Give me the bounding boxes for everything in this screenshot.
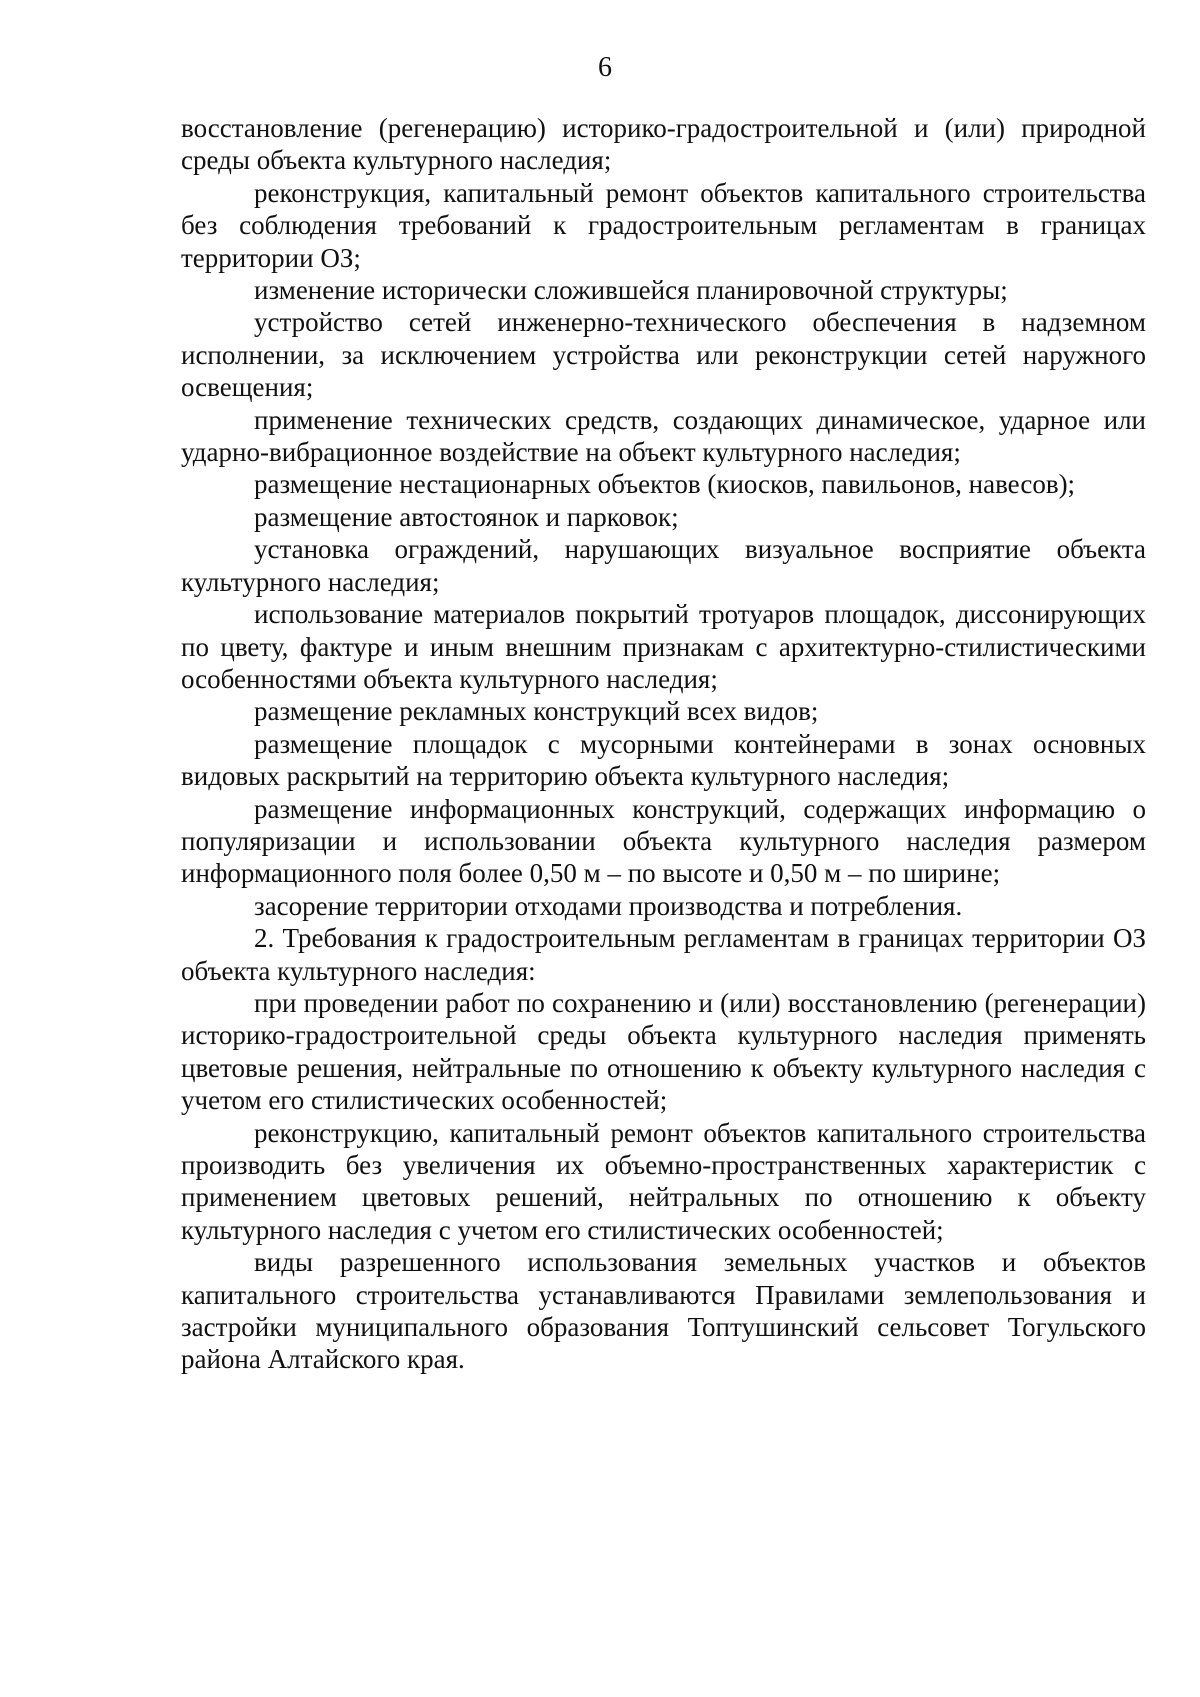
paragraph: изменение исторически сложившейся планировочной структуры; — [254, 275, 1008, 306]
section-heading-paragraph: 2. Требования к градостроительным регламентам в границах территории ОЗ объекта культурного наследия: — [181, 923, 1146, 986]
paragraph: применение технических средств, создающих динамическое, ударное или ударно-вибрационное воздействие на объект культурного наследия; — [181, 404, 1146, 468]
paragraph: устройство сетей инженерно-технического обеспечения в надземном исполнении, за исключением устройства или реконструкции сетей наружного освещения; — [181, 307, 1146, 403]
paragraph: использование материалов покрытий тротуаров площадок, диссонирующих по цвету, фактуре и иным внешним признакам с архитектурно-стилистическими особенностями объекта культурного наследия; — [181, 599, 1146, 694]
page-number: 6 — [598, 52, 612, 83]
paragraph: установка ограждений, нарушающих визуальное восприятие объекта культурного наследия; — [181, 534, 1146, 597]
paragraph: при проведении работ по сохранению и (или) восстановлению (регенерации) историко-градостроительной среды объекта культурного наследия применять цветовые решения, нейтральные по отношению к объекту культурного наследия с учетом его стилистических особенностей; — [181, 987, 1146, 1116]
paragraph: размещение нестационарных объектов (киосков, павильонов, навесов); — [254, 469, 1076, 500]
paragraph: реконструкцию, капитальный ремонт объектов капитального строительства производить без увеличения их объемно-пространственных характеристик с применением цветовых решений, нейтральных по отношению к объекту культурного наследия с учетом его стилистических особенностей; — [181, 1117, 1146, 1245]
paragraph: виды разрешенного использования земельных участков и объектов капитального строительства устанавливаются Правилами землепользования и застройки муниципального образования Топтушинский сельсовет Тогульского района Алтайского края. — [181, 1247, 1146, 1375]
paragraph: размещение рекламных конструкций всех видов; — [254, 696, 819, 727]
paragraph: восстановление (регенерацию) историко-градостроительной и (или) природной среды объекта культурного наследия; — [181, 113, 1146, 176]
paragraph: размещение автостоянок и парковок; — [254, 501, 679, 532]
document-body — [181, 112, 1146, 1376]
paragraph: размещение площадок с мусорными контейнерами в зонах основных видовых раскрытий на территорию объекта культурного наследия; — [181, 728, 1146, 792]
paragraph: реконструкция, капитальный ремонт объектов капитального строительства без соблюдения требований к градостроительным регламентам в границах территории ОЗ; — [181, 177, 1146, 273]
paragraph: засорение территории отходами производства и потребления. — [254, 890, 963, 921]
paragraph: размещение информационных конструкций, содержащих информацию о популяризации и использовании объекта культурного наследия размером информационного поля более 0,50 м – по высоте и 0,50 м – по ширине; — [181, 793, 1146, 889]
